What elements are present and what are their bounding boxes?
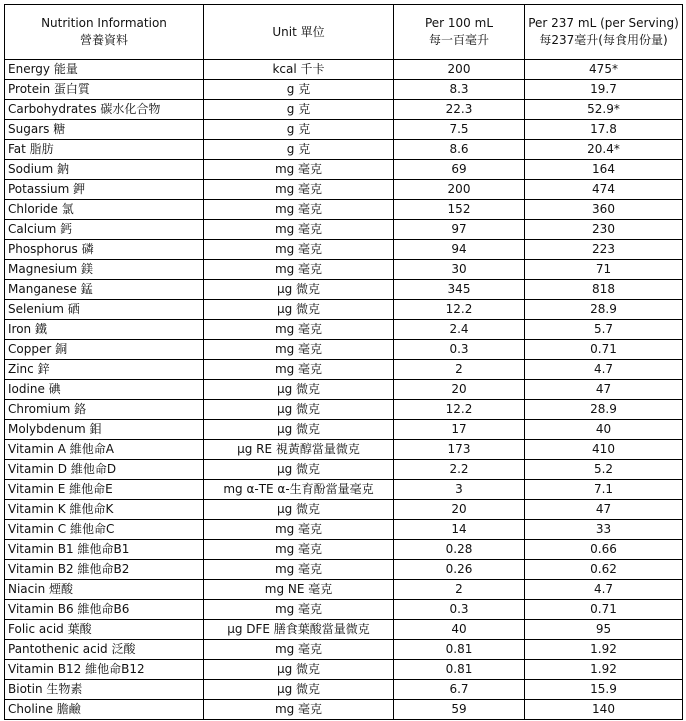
header-nutrient [5, 5, 204, 60]
table-row [5, 660, 683, 680]
nutrient-name-cell: Sodium 鈉 [5, 160, 204, 180]
unit-cell: μg 微克 [204, 280, 394, 300]
nutrient-name-cell: Vitamin B6 維他命B6 [5, 600, 204, 620]
per-100ml-cell: 20 [394, 500, 525, 520]
per-serving-cell: 33 [525, 520, 683, 540]
unit-cell: mg 毫克 [204, 520, 394, 540]
nutrient-name-cell: Energy 能量 [5, 60, 204, 80]
per-serving-cell: 164 [525, 160, 683, 180]
table-row [5, 80, 683, 100]
header-unit-label: Unit 單位 [272, 24, 325, 39]
per-100ml-cell: 69 [394, 160, 525, 180]
unit-cell: μg 微克 [204, 400, 394, 420]
per-100ml-cell: 200 [394, 180, 525, 200]
table-row [5, 600, 683, 620]
per-serving-cell: 4.7 [525, 360, 683, 380]
table-row [5, 340, 683, 360]
per-100ml-cell: 12.2 [394, 300, 525, 320]
unit-cell: mg α-TE α-生育酚當量毫克 [204, 480, 394, 500]
unit-cell: μg RE 視黃醇當量微克 [204, 440, 394, 460]
per-serving-cell: 5.2 [525, 460, 683, 480]
table-row [5, 120, 683, 140]
per-100ml-cell: 7.5 [394, 120, 525, 140]
per-100ml-cell: 2.2 [394, 460, 525, 480]
table-row [5, 500, 683, 520]
per-100ml-cell: 97 [394, 220, 525, 240]
table-row [5, 300, 683, 320]
per-100ml-cell: 59 [394, 700, 525, 720]
table-row [5, 480, 683, 500]
table-row [5, 200, 683, 220]
per-serving-cell: 28.9 [525, 300, 683, 320]
unit-cell: mg 毫克 [204, 640, 394, 660]
unit-cell: mg 毫克 [204, 200, 394, 220]
per-serving-cell: 474 [525, 180, 683, 200]
nutrient-name-cell: Pantothenic acid 泛酸 [5, 640, 204, 660]
per-100ml-cell: 0.3 [394, 340, 525, 360]
nutrient-name-cell: Chromium 鉻 [5, 400, 204, 420]
table-row [5, 440, 683, 460]
unit-cell: mg 毫克 [204, 220, 394, 240]
per-serving-cell: 52.9* [525, 100, 683, 120]
per-100ml-cell: 12.2 [394, 400, 525, 420]
per-serving-cell: 28.9 [525, 400, 683, 420]
per-100ml-cell: 2.4 [394, 320, 525, 340]
unit-cell: mg 毫克 [204, 320, 394, 340]
nutrient-name-cell: Chloride 氯 [5, 200, 204, 220]
unit-cell: μg 微克 [204, 420, 394, 440]
header-nutrient-zh: 營養資料 [79, 33, 128, 47]
table-row [5, 400, 683, 420]
per-serving-cell: 7.1 [525, 480, 683, 500]
nutrient-name-cell: Copper 銅 [5, 340, 204, 360]
per-100ml-cell: 152 [394, 200, 525, 220]
unit-cell: mg NE 毫克 [204, 580, 394, 600]
nutrient-name-cell: Magnesium 鎂 [5, 260, 204, 280]
table-row [5, 320, 683, 340]
table-row [5, 140, 683, 160]
header-per-serving-en: Per 237 mL (per Serving) [528, 16, 679, 30]
per-serving-cell: 1.92 [525, 640, 683, 660]
nutrient-name-cell: Calcium 鈣 [5, 220, 204, 240]
unit-cell: μg 微克 [204, 660, 394, 680]
per-serving-cell: 140 [525, 700, 683, 720]
table-row [5, 180, 683, 200]
per-serving-cell: 0.62 [525, 560, 683, 580]
nutrient-name-cell: Biotin 生物素 [5, 680, 204, 700]
unit-cell: mg 毫克 [204, 340, 394, 360]
per-100ml-cell: 17 [394, 420, 525, 440]
nutrient-name-cell: Folic acid 葉酸 [5, 620, 204, 640]
per-100ml-cell: 14 [394, 520, 525, 540]
per-serving-cell: 475* [525, 60, 683, 80]
per-serving-cell: 17.8 [525, 120, 683, 140]
per-serving-cell: 223 [525, 240, 683, 260]
per-serving-cell: 47 [525, 380, 683, 400]
nutrient-name-cell: Vitamin B1 維他命B1 [5, 540, 204, 560]
table-row [5, 380, 683, 400]
nutrient-name-cell: Niacin 煙酸 [5, 580, 204, 600]
unit-cell: g 克 [204, 80, 394, 100]
unit-cell: μg 微克 [204, 380, 394, 400]
per-100ml-cell: 8.6 [394, 140, 525, 160]
unit-cell: mg 毫克 [204, 160, 394, 180]
table-row [5, 520, 683, 540]
nutrient-name-cell: Vitamin C 維他命C [5, 520, 204, 540]
header-nutrient-en: Nutrition Information [41, 16, 167, 30]
per-serving-cell: 0.66 [525, 540, 683, 560]
nutrient-name-cell: Vitamin B12 維他命B12 [5, 660, 204, 680]
nutrition-table [4, 4, 683, 720]
unit-cell: μg 微克 [204, 500, 394, 520]
per-serving-cell: 1.92 [525, 660, 683, 680]
table-row [5, 360, 683, 380]
per-serving-cell: 818 [525, 280, 683, 300]
per-serving-cell: 0.71 [525, 600, 683, 620]
header-per-100ml [394, 5, 525, 60]
unit-cell: μg DFE 膳食葉酸當量微克 [204, 620, 394, 640]
unit-cell: mg 毫克 [204, 240, 394, 260]
table-row [5, 160, 683, 180]
per-100ml-cell: 3 [394, 480, 525, 500]
table-row [5, 280, 683, 300]
unit-cell: mg 毫克 [204, 180, 394, 200]
nutrient-name-cell: Fat 脂肪 [5, 140, 204, 160]
per-serving-cell: 95 [525, 620, 683, 640]
table-row [5, 260, 683, 280]
per-serving-cell: 19.7 [525, 80, 683, 100]
nutrient-name-cell: Vitamin E 維他命E [5, 480, 204, 500]
per-100ml-cell: 30 [394, 260, 525, 280]
header-per-serving [525, 5, 683, 60]
header-per-serving-zh: 每237毫升(每食用份量) [539, 33, 668, 47]
header-per-100ml-en: Per 100 mL [424, 16, 494, 30]
per-serving-cell: 360 [525, 200, 683, 220]
table-row [5, 580, 683, 600]
per-100ml-cell: 173 [394, 440, 525, 460]
per-serving-cell: 410 [525, 440, 683, 460]
table-row [5, 240, 683, 260]
header-per-100ml-zh: 每一百毫升 [428, 33, 489, 47]
table-row [5, 420, 683, 440]
per-100ml-cell: 20 [394, 380, 525, 400]
unit-cell: mg 毫克 [204, 700, 394, 720]
nutrient-name-cell: Vitamin A 維他命A [5, 440, 204, 460]
per-serving-cell: 0.71 [525, 340, 683, 360]
per-serving-cell: 4.7 [525, 580, 683, 600]
per-100ml-cell: 8.3 [394, 80, 525, 100]
unit-cell: μg 微克 [204, 300, 394, 320]
nutrient-name-cell: Vitamin D 維他命D [5, 460, 204, 480]
per-100ml-cell: 6.7 [394, 680, 525, 700]
unit-cell: g 克 [204, 100, 394, 120]
table-row [5, 460, 683, 480]
per-100ml-cell: 2 [394, 580, 525, 600]
nutrient-name-cell: Phosphorus 磷 [5, 240, 204, 260]
unit-cell: g 克 [204, 140, 394, 160]
nutrient-name-cell: Vitamin B2 維他命B2 [5, 560, 204, 580]
unit-cell: kcal 千卡 [204, 60, 394, 80]
nutrient-name-cell: Selenium 硒 [5, 300, 204, 320]
per-100ml-cell: 345 [394, 280, 525, 300]
per-serving-cell: 47 [525, 500, 683, 520]
table-row [5, 220, 683, 240]
table-row [5, 540, 683, 560]
per-serving-cell: 5.7 [525, 320, 683, 340]
per-100ml-cell: 0.26 [394, 560, 525, 580]
per-100ml-cell: 0.81 [394, 640, 525, 660]
unit-cell: mg 毫克 [204, 560, 394, 580]
nutrient-name-cell: Molybdenum 鉬 [5, 420, 204, 440]
unit-cell: μg 微克 [204, 680, 394, 700]
nutrient-name-cell: Manganese 錳 [5, 280, 204, 300]
nutrient-name-cell: Sugars 糖 [5, 120, 204, 140]
unit-cell: mg 毫克 [204, 540, 394, 560]
nutrient-name-cell: Vitamin K 維他命K [5, 500, 204, 520]
per-100ml-cell: 0.3 [394, 600, 525, 620]
per-100ml-cell: 40 [394, 620, 525, 640]
nutrient-name-cell: Potassium 鉀 [5, 180, 204, 200]
unit-cell: mg 毫克 [204, 360, 394, 380]
table-row [5, 60, 683, 80]
per-100ml-cell: 94 [394, 240, 525, 260]
table-row [5, 640, 683, 660]
per-100ml-cell: 0.28 [394, 540, 525, 560]
per-100ml-cell: 0.81 [394, 660, 525, 680]
unit-cell: μg 微克 [204, 460, 394, 480]
per-100ml-cell: 200 [394, 60, 525, 80]
per-serving-cell: 230 [525, 220, 683, 240]
nutrient-name-cell: Protein 蛋白質 [5, 80, 204, 100]
header-row [5, 5, 683, 60]
nutrient-name-cell: Iodine 碘 [5, 380, 204, 400]
per-100ml-cell: 22.3 [394, 100, 525, 120]
per-serving-cell: 71 [525, 260, 683, 280]
table-row [5, 680, 683, 700]
table-row [5, 700, 683, 720]
per-serving-cell: 40 [525, 420, 683, 440]
per-serving-cell: 15.9 [525, 680, 683, 700]
nutrient-name-cell: Iron 鐵 [5, 320, 204, 340]
unit-cell: mg 毫克 [204, 260, 394, 280]
header-unit [204, 5, 394, 60]
per-100ml-cell: 2 [394, 360, 525, 380]
table-row [5, 100, 683, 120]
unit-cell: g 克 [204, 120, 394, 140]
unit-cell: mg 毫克 [204, 600, 394, 620]
nutrient-name-cell: Zinc 鋅 [5, 360, 204, 380]
table-row [5, 620, 683, 640]
nutrient-name-cell: Carbohydrates 碳水化合物 [5, 100, 204, 120]
table-row [5, 560, 683, 580]
nutrient-name-cell: Choline 膽鹼 [5, 700, 204, 720]
per-serving-cell: 20.4* [525, 140, 683, 160]
